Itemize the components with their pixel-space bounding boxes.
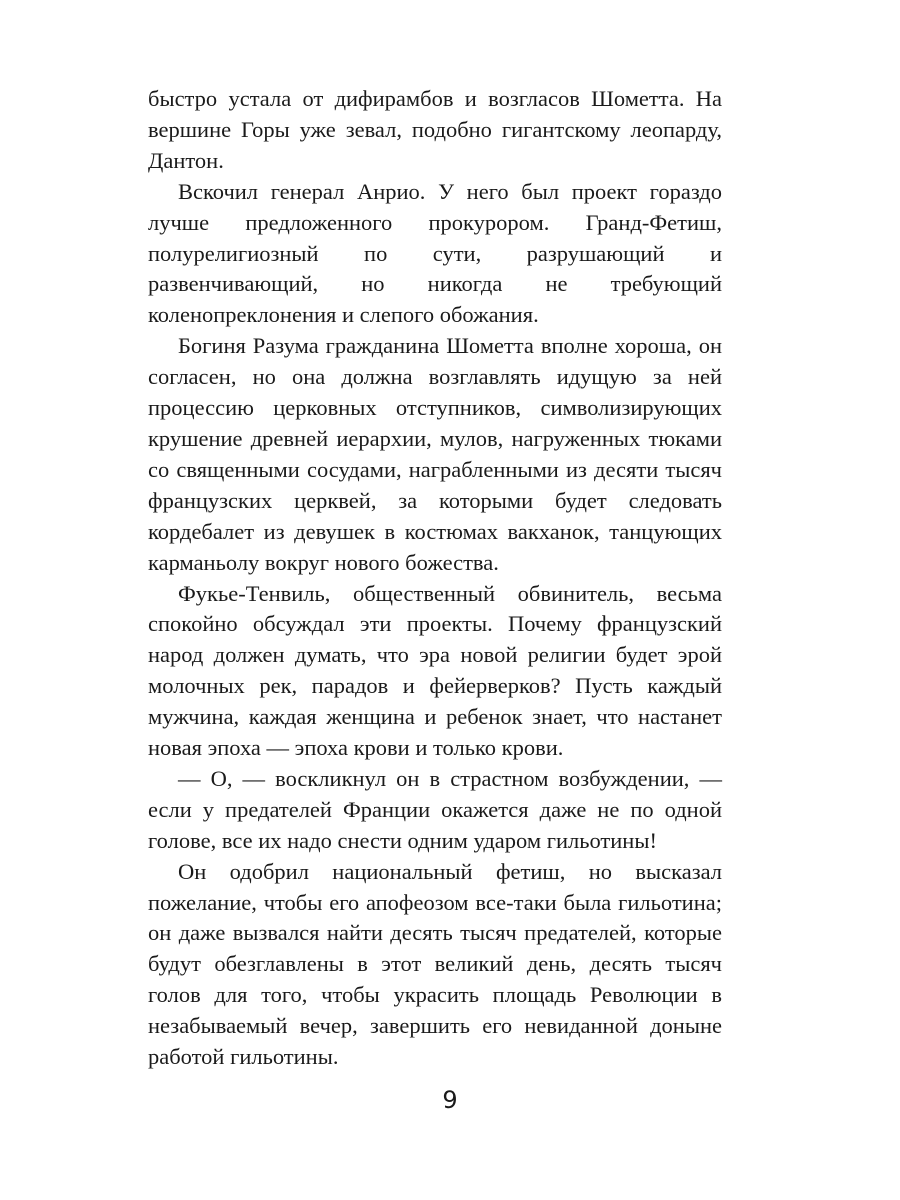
paragraph-anrio: Вскочил генерал Анрио. У него был проект гораздо лучше предложенного прокурором. Гранд-Фетиш, полурелигиозный по сути, разрушающий и развенчивающий, но никогда не требующий коленопреклонения и слепого обожания.: [148, 178, 722, 328]
paragraph-exclamation: — О, — воскликнул он в страстном возбуждении, — если у предателей Франции окажется даже не по одной голове, все их надо снести одним ударом гильотины!: [148, 765, 722, 853]
page-number: 9: [442, 1086, 458, 1114]
paragraph-guillotine: Он одобрил национальный фетиш, но высказал пожелание, чтобы его апофеозом все-таки была гильотина; он даже вызвался найти десять тысяч предателей, которые будут обезглавлены в этот великий день, десять тысяч голов для того, чтобы украсить площадь Революции в незабываемый вечер, завершить его невиданной доныне работой гильотины.: [148, 858, 722, 1070]
body-text: [148, 84, 722, 1073]
paragraph-fouquier-tinville: Фукье-Тенвиль, общественный обвинитель, весьма спокойно обсуждал эти проекты. Почему французский народ должен думать, что эра новой религии будет эрой молочных рек, парадов и фейерверков? Пусть каждый мужчина, каждая женщина и ребенок знает, что настанет новая эпоха — эпоха крови и только крови.: [148, 580, 722, 761]
paragraph-continuation: быстро устала от дифирамбов и возгласов Шометта. На вершине Горы уже зевал, подобно гигантскому леопарду, Дантон.: [148, 86, 722, 173]
paragraph-goddess-of-reason: Богиня Разума гражданина Шометта вполне хороша, он согласен, но она должна возглавлять идущую за ней процессию церковных отступников, символизирующих крушение древней иерархии, мулов, нагруженных тюками со священными сосудами, награбленными из десяти тысяч французских церквей, за которыми будет следовать кордебалет из девушек в костюмах вакханок, танцующих карманьолу вокруг нового божества.: [148, 333, 722, 575]
